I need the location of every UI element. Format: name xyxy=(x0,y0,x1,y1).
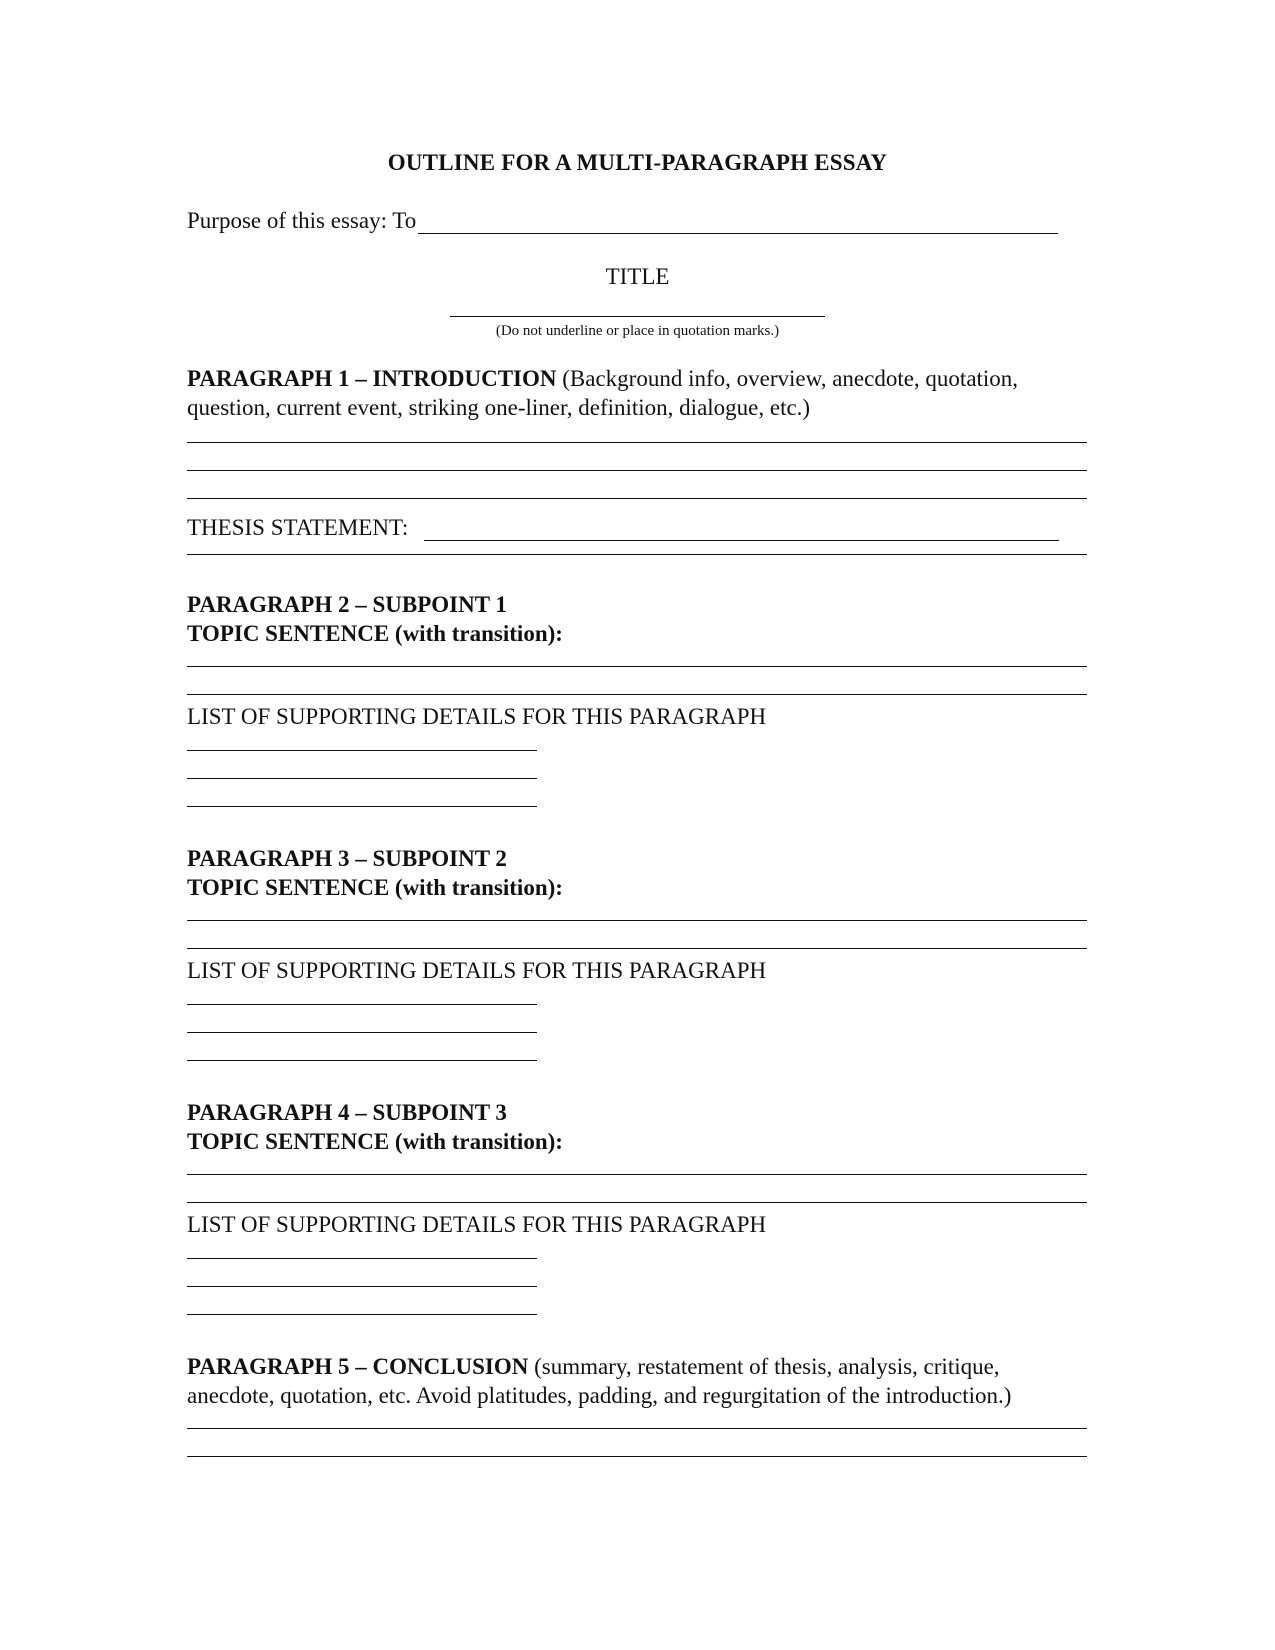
paragraph-5-heading xyxy=(187,1352,1087,1410)
p4-topic-blank-1[interactable] xyxy=(187,1174,1087,1175)
p2-detail-blank-1[interactable] xyxy=(187,750,537,751)
intro-blank-2[interactable] xyxy=(187,470,1087,471)
paragraph-2-topic-label: TOPIC SENTENCE (with transition): xyxy=(187,621,563,646)
p2-supporting-label: LIST OF SUPPORTING DETAILS FOR THIS PARAGRAPH xyxy=(187,704,767,729)
p2-detail-blank-2[interactable] xyxy=(187,778,537,779)
p3-detail-blank-3[interactable] xyxy=(187,1060,537,1061)
paragraph-5-title: PARAGRAPH 5 – CONCLUSION xyxy=(187,1354,529,1379)
paragraph-2-title: PARAGRAPH 2 – SUBPOINT 1 xyxy=(187,592,507,617)
p3-detail-blank-2[interactable] xyxy=(187,1032,537,1033)
paragraph-4-title: PARAGRAPH 4 – SUBPOINT 3 xyxy=(187,1100,507,1125)
paragraph-1-description: (Background info, overview, anecdote, quotation, question, current event, striking one-liner, definition, dialogue, etc.) xyxy=(187,366,1019,420)
paragraph-2-heading xyxy=(187,590,1087,648)
paragraph-5-description: (summary, restatement of thesis, analysis, critique, anecdote, quotation, etc. Avoid platitudes, padding, and regurgitation of the introduction.) xyxy=(187,1354,1012,1408)
p4-detail-blank-1[interactable] xyxy=(187,1258,537,1259)
p2-topic-blank-1[interactable] xyxy=(187,666,1087,667)
thesis-row xyxy=(187,515,1059,541)
intro-blank-1[interactable] xyxy=(187,442,1087,443)
title-blank[interactable] xyxy=(450,316,825,317)
p4-detail-blank-3[interactable] xyxy=(187,1314,537,1315)
thesis-blank-2[interactable] xyxy=(187,554,1087,555)
paragraph-1-heading xyxy=(187,364,1087,422)
p3-topic-blank-1[interactable] xyxy=(187,920,1087,921)
paragraph-4-topic-label: TOPIC SENTENCE (with transition): xyxy=(187,1129,563,1154)
thesis-label: THESIS STATEMENT: xyxy=(187,515,409,540)
thesis-blank-1[interactable] xyxy=(424,518,1059,541)
document-title: OUTLINE FOR A MULTI-PARAGRAPH ESSAY xyxy=(387,150,888,175)
purpose-row xyxy=(187,208,1058,234)
p4-supporting-label: LIST OF SUPPORTING DETAILS FOR THIS PARAGRAPH xyxy=(187,1212,767,1237)
paragraph-3-heading xyxy=(187,844,1087,902)
p2-detail-blank-3[interactable] xyxy=(187,806,537,807)
purpose-blank[interactable] xyxy=(418,211,1058,234)
purpose-label: Purpose of this essay: To xyxy=(187,208,417,233)
intro-blank-3[interactable] xyxy=(187,498,1087,499)
paragraph-4-heading xyxy=(187,1098,1087,1156)
p3-detail-blank-1[interactable] xyxy=(187,1004,537,1005)
paragraph-3-title: PARAGRAPH 3 – SUBPOINT 2 xyxy=(187,846,507,871)
p2-topic-blank-2[interactable] xyxy=(187,694,1087,695)
paragraph-1-title: PARAGRAPH 1 – INTRODUCTION xyxy=(187,366,557,391)
conclusion-blank-1[interactable] xyxy=(187,1428,1087,1429)
p3-supporting-label: LIST OF SUPPORTING DETAILS FOR THIS PARAGRAPH xyxy=(187,958,767,983)
p4-topic-blank-2[interactable] xyxy=(187,1202,1087,1203)
p3-topic-blank-2[interactable] xyxy=(187,948,1087,949)
paragraph-3-topic-label: TOPIC SENTENCE (with transition): xyxy=(187,875,563,900)
title-note: (Do not underline or place in quotation marks.) xyxy=(495,323,780,339)
p4-detail-blank-2[interactable] xyxy=(187,1286,537,1287)
title-label: TITLE xyxy=(605,264,670,289)
conclusion-blank-2[interactable] xyxy=(187,1456,1087,1457)
